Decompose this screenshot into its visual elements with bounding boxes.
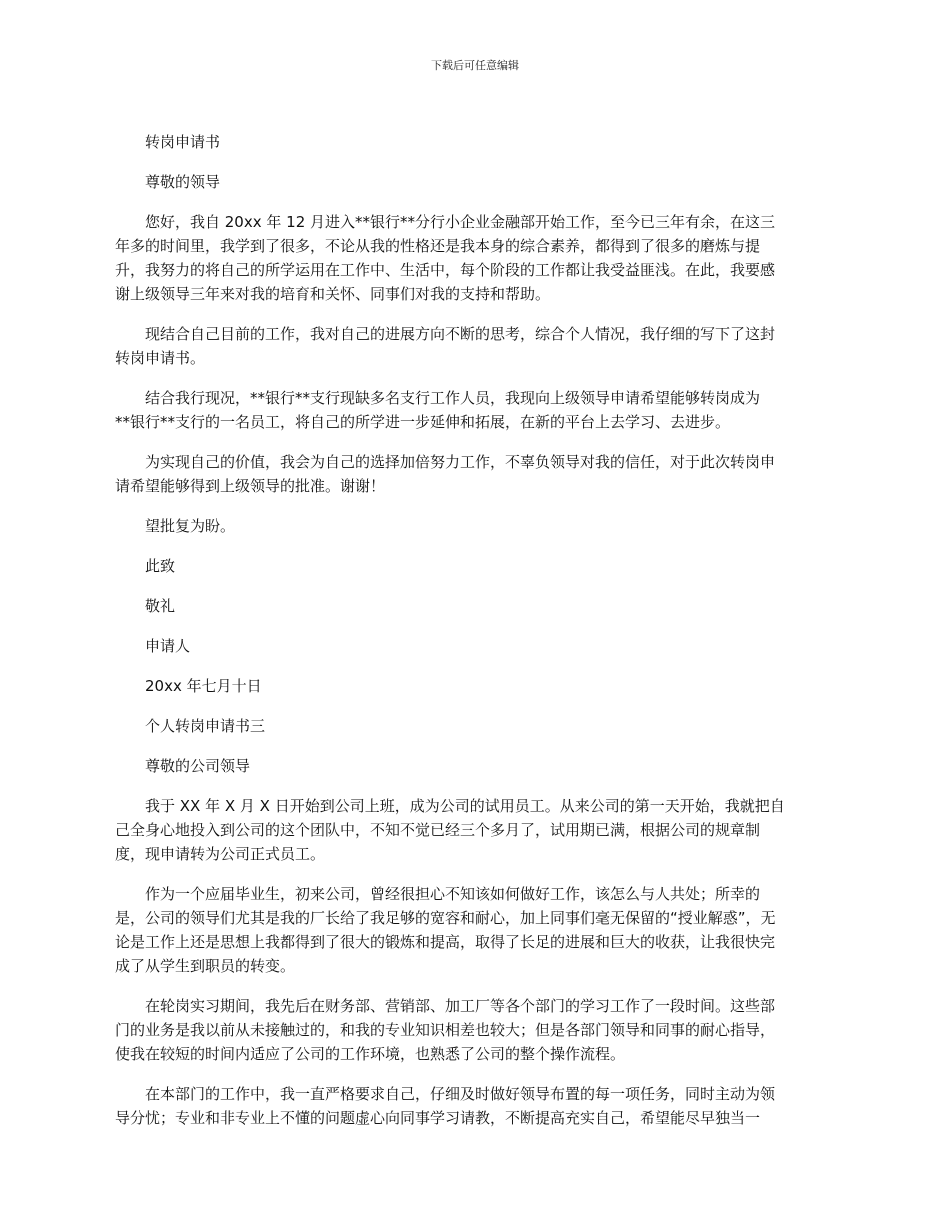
paragraph xyxy=(115,450,835,498)
date-line: 20xx 年七月十日 xyxy=(145,677,262,695)
salutation: 尊敬的公司领导 xyxy=(145,757,251,775)
applicant-label: 申请人 xyxy=(145,637,191,655)
paragraph-line: 使我在较短的时间内适应了公司的工作环境，也熟悉了公司的整个操作流程。 xyxy=(115,1045,626,1063)
paragraph-line: 门的业务是我以前从未接触过的，和我的专业知识相差也较大；但是各部门领导和同事的耐心指导， xyxy=(115,1021,776,1039)
paragraph xyxy=(115,1082,835,1130)
paragraph-line: 在轮岗实习期间，我先后在财务部、营销部、加工厂等各个部门的学习工作了一段时间。这些部 xyxy=(145,997,776,1015)
paragraph-line: 论是工作上还是思想上我都得到了很大的锻炼和提高，取得了长足的进展和巨大的收获，让我很快完 xyxy=(115,933,776,951)
paragraph xyxy=(115,794,835,866)
paragraph-line: 作为一个应届毕业生，初来公司，曾经很担心不知该如何做好工作，该怎么与人共处；所幸的 xyxy=(145,885,761,903)
paragraph-line: 是，公司的领导们尤其是我的厂长给了我足够的宽容和耐心，加上同事们毫无保留的“授业解惑”，无 xyxy=(115,909,776,927)
paragraph xyxy=(115,882,835,978)
paragraph-line: 结合我行现况，**银行**支行现缺多名支行工作人员，我现向上级领导申请希望能够转岗成为 xyxy=(145,389,761,407)
paragraph-line: 谢上级领导三年来对我的培育和关怀、同事们对我的支持和帮助。 xyxy=(115,285,551,303)
salutation: 尊敬的领导 xyxy=(145,173,221,191)
paragraph-line: 为实现自己的价值，我会为自己的选择加倍努力工作，不辜负领导对我的信任，对于此次转岗申 xyxy=(145,453,776,471)
paragraph-line: 成了从学生到职员的转变。 xyxy=(115,957,296,975)
closing-line: 此致 xyxy=(145,557,176,575)
paragraph xyxy=(115,322,835,370)
paragraph-line: 现结合自己目前的工作，我对自己的进展方向不断的思考，综合个人情况，我仔细的写下了这封 xyxy=(145,325,776,343)
paragraph-line: 在本部门的工作中，我一直严格要求自己，仔细及时做好领导布置的每一项任务，同时主动为领 xyxy=(145,1085,776,1103)
page-header-note: 下载后可任意编辑 xyxy=(431,59,519,72)
paragraph xyxy=(115,386,835,434)
paragraph-line: **银行**支行的一名员工，将自己的所学进一步延伸和拓展，在新的平台上去学习、去进步。 xyxy=(115,413,731,431)
paragraph-line: 己全身心地投入到公司的这个团队中，不知不觉已经三个多月了，试用期已满，根据公司的规章制 xyxy=(115,821,761,839)
paragraph xyxy=(115,994,835,1066)
paragraph-line: 年多的时间里，我学到了很多，不论从我的性格还是我本身的综合素养，都得到了很多的磨炼与提 xyxy=(115,237,761,255)
closing-line: 敬礼 xyxy=(145,597,176,615)
paragraph-line: 转岗申请书。 xyxy=(115,349,206,367)
paragraph-line: 请希望能够得到上级领导的批准。谢谢！ xyxy=(115,477,386,495)
closing-line: 望批复为盼。 xyxy=(145,517,236,535)
paragraph-line: 您好，我自 20xx 年 12 月进入**银行**分行小企业金融部开始工作，至今已三年有余，在这三 xyxy=(145,213,776,231)
paragraph-line: 升，我努力的将自己的所学运用在工作中、生活中，每个阶段的工作都让我受益匪浅。在此，我要感 xyxy=(115,261,776,279)
paragraph-line: 我于 XX 年 X 月 X 日开始到公司上班，成为公司的试用员工。从来公司的第一天开始，我就把自 xyxy=(145,797,785,815)
paragraph-line: 导分忧；专业和非专业上不懂的问题虚心向同事学习请教，不断提高充实自己，希望能尽早独当一 xyxy=(115,1109,761,1127)
document-title: 转岗申请书 xyxy=(145,133,221,151)
paragraph-line: 度，现申请转为公司正式员工。 xyxy=(115,845,326,863)
paragraph xyxy=(115,210,835,306)
document-body xyxy=(115,130,835,1146)
section-title: 个人转岗申请书三 xyxy=(145,717,266,735)
